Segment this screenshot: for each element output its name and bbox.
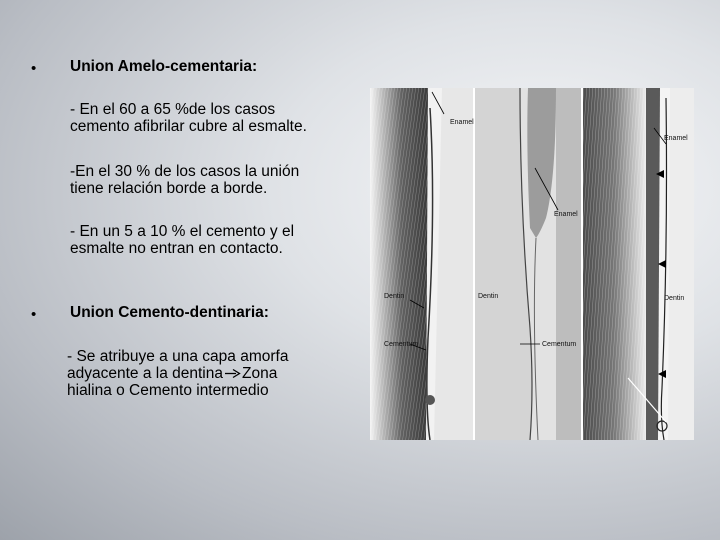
label-enamel: Enamel — [554, 211, 578, 218]
micrograph-image — [370, 88, 694, 440]
label-dentin: Dentin — [664, 295, 685, 302]
heading-amelo-cementaria: Union Amelo-cementaria: — [70, 58, 258, 75]
point-60-65: - En el 60 a 65 %de los casos cemento afibrilar cubre al esmalte. — [70, 101, 307, 135]
point-5-10: - En un 5 a 10 % el cemento y el esmalte no entran en contacto. — [70, 223, 295, 257]
point-capa-amorfa: - Se atribuye a una capa amorfa adyacente a la dentina Zona hialina o Cemento intermedio — [67, 348, 289, 399]
point-30: -En el 30 % de los casos la unión tiene relación borde a borde. — [70, 163, 300, 197]
bullet-marker: • — [31, 306, 37, 323]
heading-cemento-dentinaria: Union Cemento-dentinaria: — [70, 304, 269, 321]
label-cementum: Cementum — [542, 341, 577, 348]
label-enamel: Enamel — [664, 135, 688, 142]
label-enamel: Enamel — [450, 119, 474, 126]
label-dentin: Dentin — [478, 293, 499, 300]
bullet-marker: • — [31, 60, 37, 77]
label-cementum: Cementum — [384, 341, 419, 348]
arrow-right-icon — [224, 368, 241, 379]
tooth-micrograph-figure — [370, 88, 694, 440]
label-dentin: Dentin — [384, 293, 405, 300]
